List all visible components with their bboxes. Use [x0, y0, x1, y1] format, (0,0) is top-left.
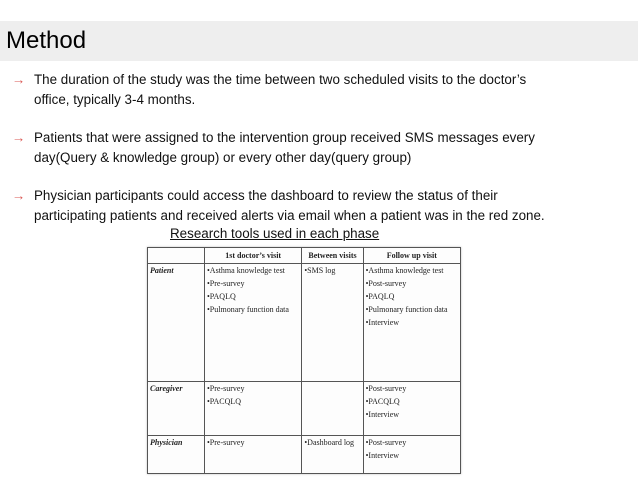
- table-cell: [205, 382, 302, 436]
- cell-list-item: •Asthma knowledge test: [365, 266, 444, 275]
- table-cell: [205, 436, 302, 474]
- research-tools-table: [147, 247, 461, 474]
- arrow-icon: →: [12, 130, 26, 145]
- cell-list-item: •Post-survey: [365, 279, 407, 288]
- bullet-line: Patients that were assigned to the intervention group received SMS messages every: [34, 130, 535, 145]
- table-header-row: [148, 248, 461, 264]
- table-header-cell: [148, 248, 205, 264]
- table-cell: [363, 382, 460, 436]
- cell-list-item: •Pre-survey: [207, 384, 245, 393]
- row-label: Caregiver: [148, 382, 205, 436]
- arrow-icon: →: [12, 72, 26, 87]
- table-cell: [363, 264, 460, 382]
- cell-list-item: •Pre-survey: [207, 438, 245, 447]
- bullet-line: day(Query & knowledge group) or every other day(query group): [34, 150, 412, 165]
- cell-list-item: •PACQLQ: [365, 397, 400, 406]
- cell-list-item: •SMS log: [304, 266, 336, 275]
- cell-list-item: •Pre-survey: [207, 279, 245, 288]
- cell-list-item: •PACQLQ: [207, 397, 242, 406]
- cell-list-item: •Post-survey: [365, 384, 407, 393]
- cell-list-item: •Post-survey: [365, 438, 407, 447]
- bullet-line: The duration of the study was the time between two scheduled visits to the doctor’s: [34, 72, 527, 87]
- row-label: Physician: [148, 436, 205, 474]
- bullet-line: participating patients and received alerts via email when a patient was in the red zone.: [34, 208, 545, 223]
- row-label: Patient: [148, 264, 205, 382]
- table-cell: [363, 436, 460, 474]
- table-cell: [302, 382, 363, 436]
- table-caption: Research tools used in each phase: [170, 226, 380, 241]
- cell-list-item: •Pulmonary function data: [365, 305, 448, 314]
- slide-title: Method: [6, 27, 87, 54]
- table-header-cell: Follow up visit: [363, 248, 460, 264]
- table-cell: [205, 264, 302, 382]
- cell-list-item: •Asthma knowledge test: [207, 266, 285, 275]
- cell-list-item: •Interview: [365, 451, 400, 460]
- bullet-line: Physician participants could access the dashboard to review the status of their: [34, 188, 498, 203]
- cell-list-item: •PAQLQ: [365, 292, 395, 301]
- table-row: [148, 264, 461, 382]
- table-header-cell: Between visits: [302, 248, 363, 264]
- table-cell: [302, 436, 363, 474]
- cell-list-item: •PAQLQ: [207, 292, 236, 301]
- table-cell: [302, 264, 363, 382]
- cell-list-item: •Interview: [365, 410, 400, 419]
- table-row: [148, 382, 461, 436]
- cell-list-item: •Dashboard log: [304, 438, 355, 447]
- table-row: [148, 436, 461, 474]
- bullet-line: office, typically 3-4 months.: [34, 92, 196, 107]
- arrow-icon: →: [12, 188, 26, 203]
- title-bar: [0, 21, 638, 61]
- cell-list-item: •Pulmonary function data: [207, 305, 289, 314]
- table-header-cell: 1st doctor’s visit: [205, 248, 302, 264]
- cell-list-item: •Interview: [365, 318, 400, 327]
